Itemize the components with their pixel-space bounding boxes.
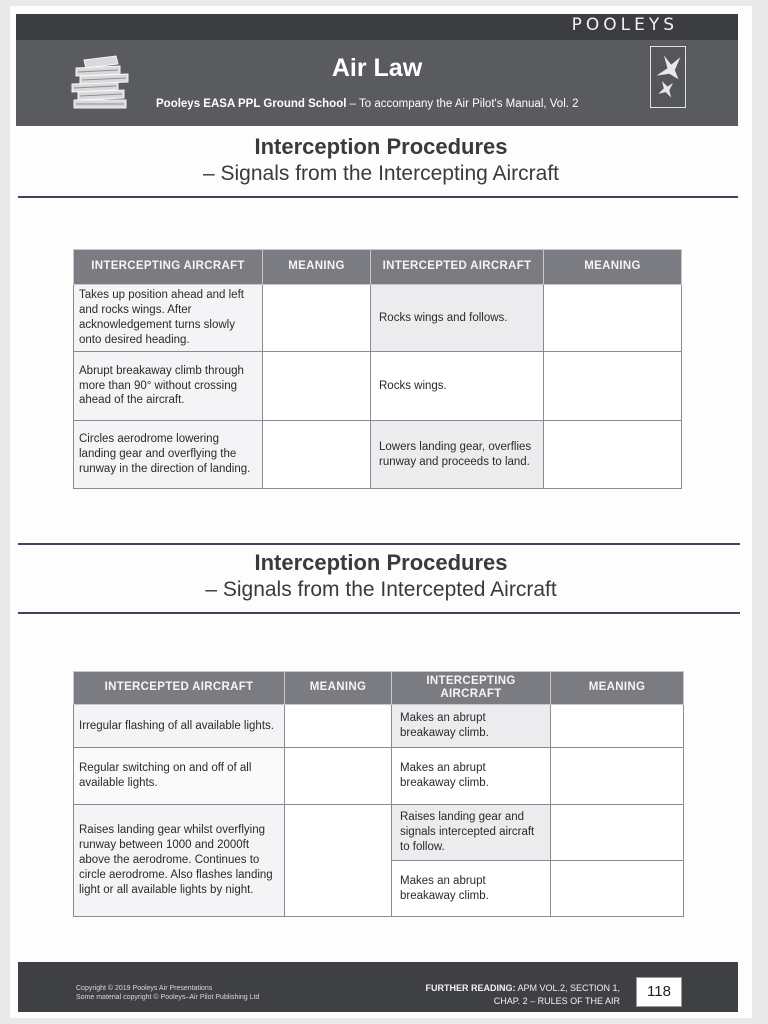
signal-cell: Takes up position ahead and left and rocks wings. After acknowledgement turns slowly onto desired heading.	[74, 285, 263, 352]
section1-subtitle: – Signals from the Intercepting Aircraft	[202, 162, 559, 185]
further-reading-ref: CHAP. 2 – RULES OF THE AIR	[493, 996, 620, 1007]
column-header: MEANING	[285, 672, 392, 705]
stars-logo-icon	[651, 47, 684, 106]
response-cell: Makes an abrupt breakaway climb.	[392, 861, 551, 917]
logo-box	[650, 46, 686, 108]
section1-rule	[18, 196, 738, 198]
table-header-row	[74, 250, 682, 285]
meaning-answer-box[interactable]	[551, 748, 684, 805]
column-header: INTERCEPTING AIRCRAFT	[74, 250, 263, 285]
section2-top-rule	[18, 543, 740, 545]
brand-name: POOLEYS	[571, 15, 678, 35]
meaning-answer-box[interactable]	[263, 421, 371, 489]
signal-cell: Raises landing gear whilst overflying runway between 1000 and 2000ft above the aerodrome. Continues to circle aerodrome. Also flashes landing light or all available lights by night.	[74, 805, 285, 917]
further-reading-ref: APM VOL.2, SECTION 1,	[515, 983, 620, 993]
table-header-row	[74, 672, 684, 705]
header-banner	[16, 14, 738, 126]
meaning-answer-box[interactable]	[551, 705, 684, 748]
page	[10, 6, 752, 1018]
header-subtitle	[156, 98, 579, 110]
header-topbar	[16, 14, 738, 40]
response-cell: Makes an abrupt breakaway climb.	[392, 748, 551, 805]
table-row	[74, 805, 684, 861]
meaning-answer-box[interactable]	[551, 861, 684, 917]
copyright-line: Some material copyright © Pooleys–Air Pilot Publishing Ltd	[76, 994, 260, 1002]
table-row	[74, 748, 684, 805]
section1-heading	[10, 134, 752, 186]
header-title: Air Law	[331, 54, 423, 82]
meaning-answer-box[interactable]	[285, 748, 392, 805]
meaning-answer-box[interactable]	[544, 421, 682, 489]
further-reading	[425, 982, 620, 1008]
signal-cell: Irregular flashing of all available lights.	[74, 705, 285, 748]
copyright-line: Copyright © 2019 Pooleys Air Presentations	[76, 985, 213, 992]
section2-heading	[10, 550, 752, 602]
footer-bar	[18, 962, 738, 1012]
meaning-answer-box[interactable]	[263, 352, 371, 421]
section1-title: Interception Procedures	[254, 134, 508, 159]
column-header: INTERCEPTED AIRCRAFT	[371, 250, 544, 285]
table-row	[74, 352, 682, 421]
meaning-answer-box[interactable]	[285, 805, 392, 917]
column-header: MEANING	[263, 250, 371, 285]
intercepted-signals-table	[73, 671, 684, 917]
section2-subtitle: – Signals from the Intercepted Aircraft	[205, 578, 557, 601]
signal-cell: Regular switching on and off of all available lights.	[74, 748, 285, 805]
meaning-answer-box[interactable]	[285, 705, 392, 748]
column-header: MEANING	[544, 250, 682, 285]
column-header: INTERCEPTING AIRCRAFT	[392, 672, 551, 705]
header-subtitle-course: Pooleys EASA PPL Ground School	[156, 98, 347, 110]
copyright-notice	[76, 984, 259, 1003]
page-number: 118	[636, 977, 682, 1007]
response-cell: Raises landing gear and signals intercepted aircraft to follow.	[392, 805, 551, 861]
signal-cell: Abrupt breakaway climb through more than 90° without crossing ahead of the aircraft.	[74, 352, 263, 421]
intercepting-signals-table	[73, 249, 682, 489]
table-row	[74, 421, 682, 489]
section2-rule	[18, 612, 740, 614]
response-cell: Lowers landing gear, overflies runway and proceeds to land.	[371, 421, 544, 489]
meaning-answer-box[interactable]	[263, 285, 371, 352]
header-subtitle-note: – To accompany the Air Pilot's Manual, Vol. 2	[346, 98, 579, 110]
meaning-answer-box[interactable]	[544, 285, 682, 352]
response-cell: Makes an abrupt breakaway climb.	[392, 705, 551, 748]
table-row	[74, 285, 682, 352]
column-header: INTERCEPTED AIRCRAFT	[74, 672, 285, 705]
response-cell: Rocks wings and follows.	[371, 285, 544, 352]
further-reading-label: FURTHER READING:	[425, 983, 516, 993]
section2-title: Interception Procedures	[254, 550, 508, 575]
signal-cell: Circles aerodrome lowering landing gear and overflying the runway in the direction of landing.	[74, 421, 263, 489]
meaning-answer-box[interactable]	[551, 805, 684, 861]
response-cell: Rocks wings.	[371, 352, 544, 421]
meaning-answer-box[interactable]	[544, 352, 682, 421]
table-row	[74, 705, 684, 748]
column-header: MEANING	[551, 672, 684, 705]
